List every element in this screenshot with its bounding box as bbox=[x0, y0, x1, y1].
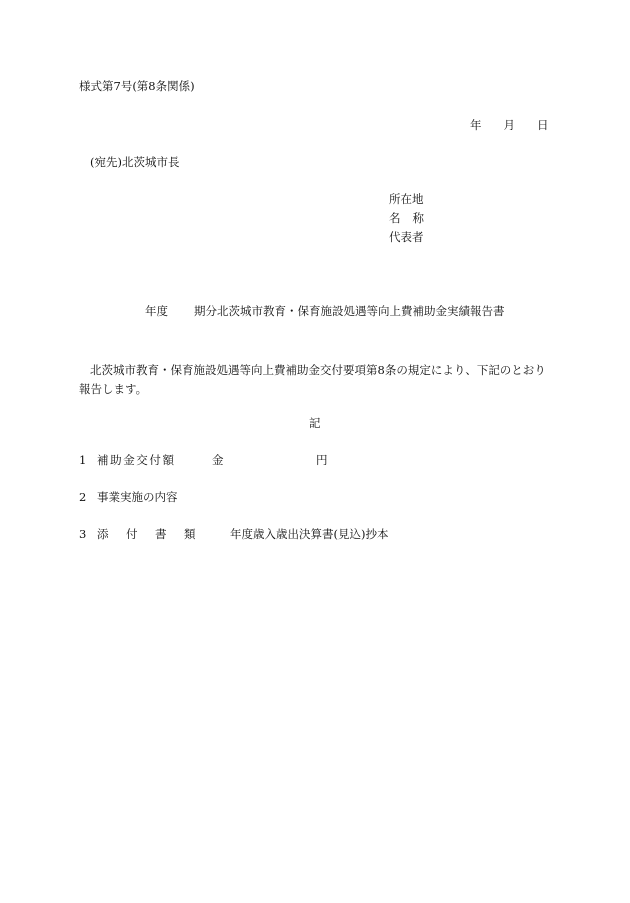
applicant-name-char-2: 称 bbox=[412, 211, 424, 225]
item-label: 補助金交付額 bbox=[97, 453, 176, 467]
label-char: 書 bbox=[155, 527, 167, 541]
label-char: 添 bbox=[97, 527, 109, 541]
document-title bbox=[145, 306, 505, 318]
attachment-value: 年度歳入歳出決算書(見込)抄本 bbox=[230, 527, 389, 541]
item-label bbox=[97, 529, 230, 541]
amount-suffix: 円 bbox=[316, 453, 328, 467]
item-subsidy-amount bbox=[79, 455, 328, 467]
applicant-address-label: 所在地 bbox=[389, 192, 424, 206]
item-number: 3 bbox=[79, 527, 87, 541]
title-main: 期分北茨城市教育・保育施設処遇等向上費補助金実績報告書 bbox=[194, 304, 505, 318]
item-project-content bbox=[79, 492, 178, 504]
body-paragraph: 北茨城市教育・保育施設処遇等向上費補助金交付要項第8条の規定により、下記のとおり報告します。 bbox=[79, 363, 546, 396]
item-number: 1 bbox=[79, 453, 87, 467]
title-year-prefix: 年度 bbox=[145, 304, 168, 318]
date-day-label: 日 bbox=[537, 118, 549, 132]
item-label: 事業実施の内容 bbox=[97, 490, 178, 504]
form-number: 様式第7号(第8条関係) bbox=[79, 79, 195, 93]
addressee: (宛先)北茨城市長 bbox=[90, 155, 180, 169]
item-attachments bbox=[79, 529, 388, 541]
date-year-label: 年 bbox=[470, 118, 482, 132]
label-char: 類 bbox=[184, 527, 196, 541]
applicant-representative-label: 代表者 bbox=[389, 230, 424, 244]
applicant-name-char-1: 名 bbox=[389, 211, 401, 225]
item-number: 2 bbox=[79, 490, 87, 504]
amount-prefix: 金 bbox=[212, 453, 224, 467]
label-char: 付 bbox=[126, 527, 138, 541]
ki-heading: 記 bbox=[309, 416, 321, 430]
applicant-name-label bbox=[389, 213, 424, 225]
date-line bbox=[470, 120, 549, 132]
date-month-label: 月 bbox=[503, 118, 515, 132]
